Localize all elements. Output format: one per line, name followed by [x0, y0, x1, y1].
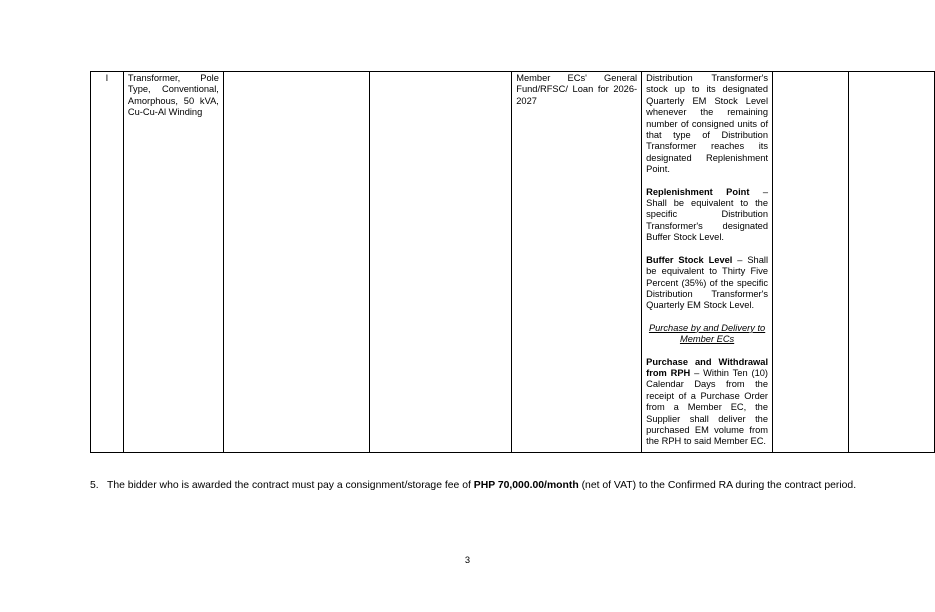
purchase-withdrawal-definition: – Within Ten (10) Calendar Days from the receipt of a Purchase Order from a Member EC, the Supplier shall deliver the purchased EM volume from the RPH to said Member EC.: [646, 367, 769, 447]
blank-cell-4: [369, 72, 511, 453]
note-fee-amount: PHP 70,000.00/month: [473, 480, 579, 491]
purchase-withdrawal-term: Purchase and Withdrawal from RPH: [646, 356, 769, 378]
item-number-cell: I: [91, 72, 124, 453]
note-text: [107, 479, 866, 493]
purchase-delivery-heading: Purchase by and Delivery to Member ECs: [648, 322, 766, 345]
note-number: 5.: [90, 480, 99, 491]
terms-cell: [642, 72, 773, 453]
consignment-fee-note: [90, 479, 866, 493]
terms-paragraph-1: Distribution Transformer's stock up to its designated Quarterly EM Stock Level whenever the remaining number of consigned units of that type of Distribution Transformer reaches its designated Replenishment Point.: [646, 73, 769, 175]
item-description-cell: Transformer, Pole Type, Conventional, Amorphous, 50 kVA, Cu-Cu-Al Winding: [123, 72, 223, 453]
purchase-withdrawal-paragraph: [646, 357, 768, 448]
page-number: 3: [464, 555, 471, 565]
specifications-table: [90, 71, 935, 453]
buffer-stock-paragraph: [646, 255, 768, 312]
blank-cell-7: [773, 72, 849, 453]
buffer-stock-definition: – Shall be equivalent to Thirty Five Percent (35%) of the specific Distribution Transformer's Quarterly EM Stock Level.: [646, 254, 769, 311]
fund-source-cell: Member ECs' General Fund/RFSC/ Loan for 2026-2027: [512, 72, 642, 453]
table-row: [91, 72, 935, 453]
buffer-stock-term: Buffer Stock Level: [646, 254, 733, 265]
note-text-before: The bidder who is awarded the contract must pay a consignment/storage fee of: [107, 480, 474, 491]
replenishment-point-paragraph: [646, 187, 768, 244]
blank-cell-3: [223, 72, 369, 453]
replenishment-point-term: Replenishment Point: [646, 186, 750, 197]
blank-cell-8: [849, 72, 935, 453]
replenishment-point-definition: – Shall be equivalent to the specific Distribution Transformer's designated Buffer Stock Level.: [646, 186, 769, 243]
note-text-after: (net of VAT) to the Confirmed RA during the contract period.: [578, 480, 857, 491]
